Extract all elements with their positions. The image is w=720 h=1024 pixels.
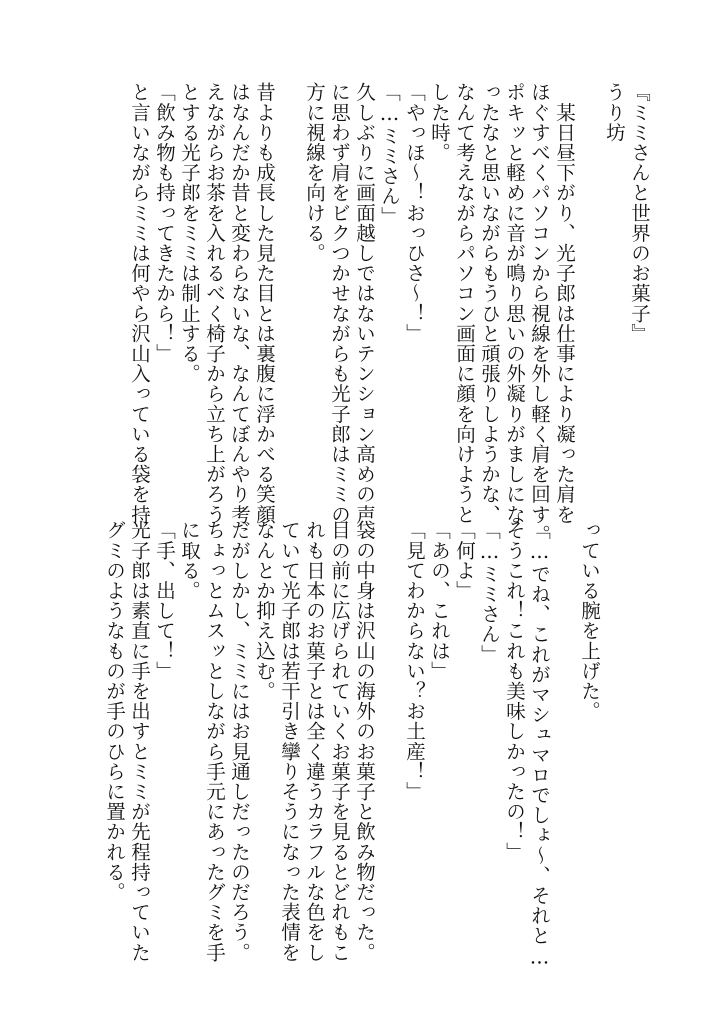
- text-line: 「…ミミさん」: [478, 520, 501, 665]
- text-line: 「やっほ〜！おっひさ〜！」: [403, 82, 426, 344]
- text-line: ほぐすべくパソコンから視線を外し軽く肩を回す。: [528, 82, 551, 545]
- text-line: 方に視線を向ける。: [303, 82, 326, 263]
- text-line: 「…ミミさん」: [378, 82, 401, 227]
- author-name: うり坊: [603, 82, 626, 143]
- text-line: 「何よ」: [453, 520, 476, 601]
- text-line: だがしかし、ミミにはお見通しだったのだろう。: [228, 520, 251, 963]
- text-line: 目の前に広げられていくお菓子を見るとどれもこ: [328, 520, 351, 963]
- text-line: はなんだか昔と変わらないな、なんてぼんやり考: [228, 82, 251, 525]
- text-line: に取る。: [178, 520, 201, 601]
- text-line: 某日昼下がり、光子郎は仕事により凝った肩を: [553, 82, 576, 525]
- text-line: ちょっとムスッとしながら手元にあったグミを手: [203, 520, 226, 963]
- text-line: なんとか抑え込む。: [253, 520, 276, 701]
- text-line: ったなと思いながらもうひと頑張りしようかな、: [478, 82, 501, 525]
- text-line: に思わず肩をビクつかせながらも光子郎はミミの: [328, 82, 351, 525]
- text-line: 「…でね、これがマシュマロでしょ〜、それと…: [528, 520, 551, 970]
- text-line: と言いながらミミは何やら沢山入っている袋を持: [128, 82, 151, 525]
- text-line: そうこれ！これも美味しかったの！」: [503, 520, 526, 862]
- text-line: っている腕を上げた。: [578, 520, 601, 721]
- text-line: れも日本のお菓子とは全く違うカラフルな色をし: [303, 520, 326, 963]
- text-line: 袋の中身は沢山の海外のお菓子と飲み物だった。: [353, 520, 376, 963]
- text-line: 光子郎は素直に手を出すとミミが先程持っていた: [128, 520, 151, 963]
- lower-text-section: [102, 520, 602, 970]
- text-line: 昔よりも成長した見た目とは裏腹に浮かべる笑顔: [253, 82, 276, 525]
- text-line: なんて考えながらパソコン画面に顔を向けようと: [453, 82, 476, 525]
- story-title: 『ミミさんと世界のお菓子』: [628, 82, 651, 344]
- text-line: ていて光子郎は若干引き攣りそうになった表情を: [278, 520, 301, 963]
- text-line: 「見てわからない？お土産！」: [403, 520, 426, 802]
- upper-text-section: [127, 82, 652, 545]
- text-line: 久しぶりに画面越しではないテンション高めの声: [353, 82, 376, 525]
- text-line: グミのようなものが手のひらに置かれる。: [103, 520, 126, 902]
- text-line: えながらお茶を入れるべく椅子から立ち上がろう: [203, 82, 226, 525]
- text-line: した時。: [428, 82, 451, 163]
- text-line: ポキッと軽めに音が鳴り思いの外凝りがましにな: [503, 82, 526, 525]
- text-line: とする光子郎をミミは制止する。: [178, 82, 201, 384]
- text-line: 「飲み物も持ってきたから！」: [153, 82, 176, 364]
- text-line: 「手、出して！」: [153, 520, 176, 681]
- text-line: 「あの、これは」: [428, 520, 451, 681]
